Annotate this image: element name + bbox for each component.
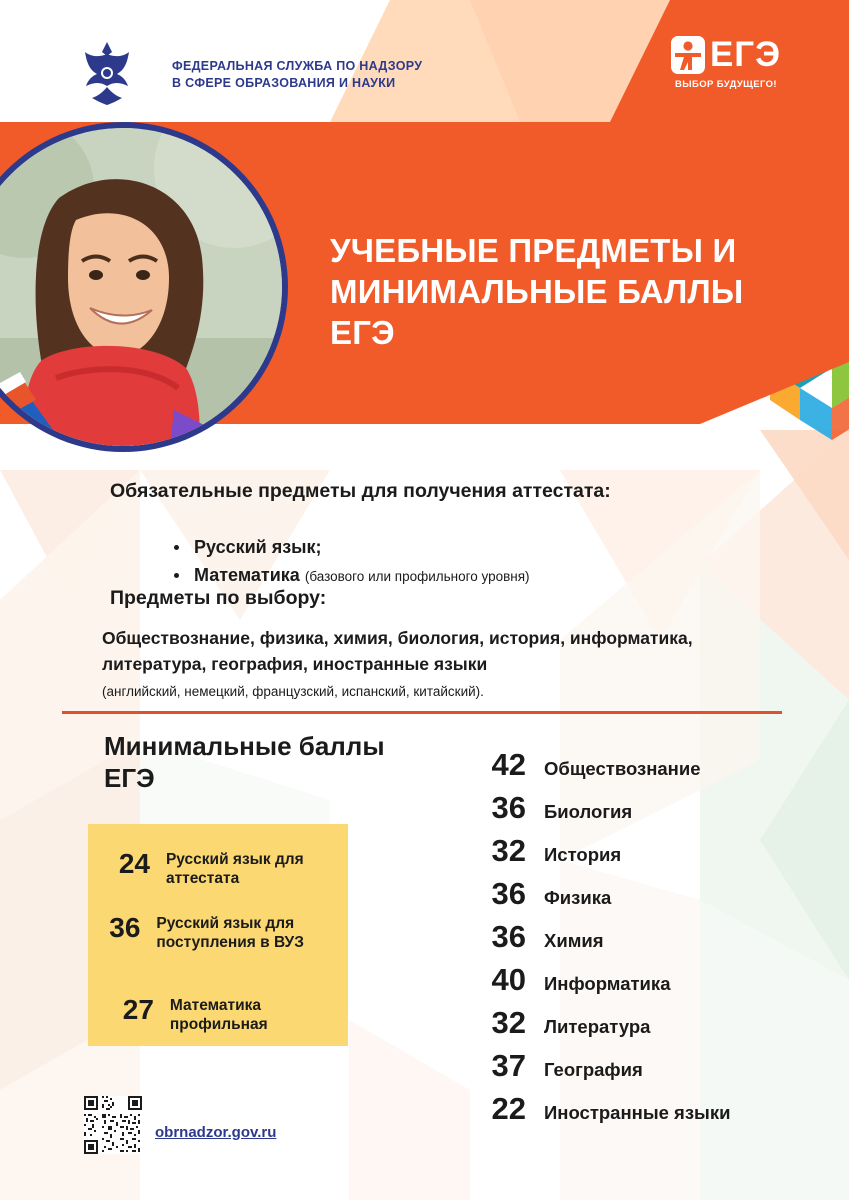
required-subjects-title: Обязательные предметы для получения аттестата: <box>110 480 611 502</box>
page-title: УЧЕБНЫЕ ПРЕДМЕТЫ И МИНИМАЛЬНЫЕ БАЛЛЫ ЕГЭ <box>330 232 744 351</box>
score-value: 42 <box>491 747 526 782</box>
score-label: Информатика <box>544 973 671 994</box>
required-subject-label: Русский язык; <box>194 537 322 557</box>
table-row <box>470 791 800 825</box>
score-value: 36 <box>491 876 526 911</box>
score-value: 36 <box>109 912 141 943</box>
score-value: 36 <box>491 790 526 825</box>
table-row <box>470 1006 800 1040</box>
highlighted-score-row <box>106 996 348 1034</box>
ege-logo-mark <box>661 36 791 74</box>
qr-code <box>84 1096 142 1154</box>
ege-logo-text: ЕГЭ <box>709 35 782 74</box>
score-label: Русский язык для аттестата <box>165 851 304 887</box>
score-value: 24 <box>118 848 150 879</box>
score-label: Химия <box>544 930 604 951</box>
score-value: 32 <box>491 1005 526 1040</box>
table-row <box>470 963 800 997</box>
ege-logo-slogan: ВЫБОР БУДУЩЕГО! <box>675 79 777 90</box>
score-label: Физика <box>544 887 612 908</box>
choice-subjects-note: (английский, немецкий, французский, испанский, китайский). <box>102 684 484 699</box>
ege-logo <box>661 36 791 90</box>
agency-name <box>172 58 422 92</box>
highlighted-score-row <box>106 850 348 888</box>
subject-scores-list <box>470 748 800 1135</box>
table-row <box>470 920 800 954</box>
score-value: 36 <box>491 919 526 954</box>
required-subjects-list <box>128 533 768 591</box>
table-row <box>470 1049 800 1083</box>
highlighted-score-row <box>106 914 348 952</box>
section-divider <box>62 711 782 714</box>
choice-subjects-body <box>102 625 762 705</box>
score-label: География <box>544 1059 643 1080</box>
website-link[interactable]: obrnadzor.gov.ru <box>155 1124 277 1141</box>
table-row <box>470 877 800 911</box>
required-subject-note: (базового или профильного уровня) <box>304 569 530 584</box>
score-value: 27 <box>122 994 154 1025</box>
score-label: Обществознание <box>544 758 701 779</box>
score-label: История <box>544 844 622 865</box>
score-label: Иностранные языки <box>544 1102 731 1123</box>
choice-subjects-title: Предметы по выбору: <box>110 587 327 609</box>
list-item <box>168 533 768 561</box>
score-label: Математика профильная <box>169 997 268 1033</box>
student-photo <box>0 128 282 446</box>
hero-band <box>0 122 849 462</box>
table-row <box>470 834 800 868</box>
score-value: 37 <box>491 1048 526 1083</box>
highlighted-scores-box <box>88 824 348 1046</box>
table-row <box>470 1092 800 1126</box>
required-subject-label: Математика <box>194 565 300 585</box>
score-value: 32 <box>491 833 526 868</box>
score-value: 22 <box>491 1091 526 1126</box>
agency-line-1: ФЕДЕРАЛЬНАЯ СЛУЖБА ПО НАДЗОРУ <box>172 59 423 73</box>
agency-line-2: В СФЕРЕ ОБРАЗОВАНИЯ И НАУКИ <box>172 76 396 90</box>
score-value: 40 <box>491 962 526 997</box>
score-label: Биология <box>544 801 633 822</box>
ege-person-icon <box>671 36 705 74</box>
choice-subjects-text: Обществознание, физика, химия, биология, история, информатика, литература, география, иностранные языки <box>102 628 693 674</box>
score-label: Литература <box>544 1016 651 1037</box>
rosobrnadzor-emblem-icon <box>76 40 138 106</box>
score-label: Русский язык для поступления в ВУЗ <box>156 915 304 951</box>
minimum-scores-title: Минимальные баллы ЕГЭ <box>104 731 385 793</box>
table-row <box>470 748 800 782</box>
